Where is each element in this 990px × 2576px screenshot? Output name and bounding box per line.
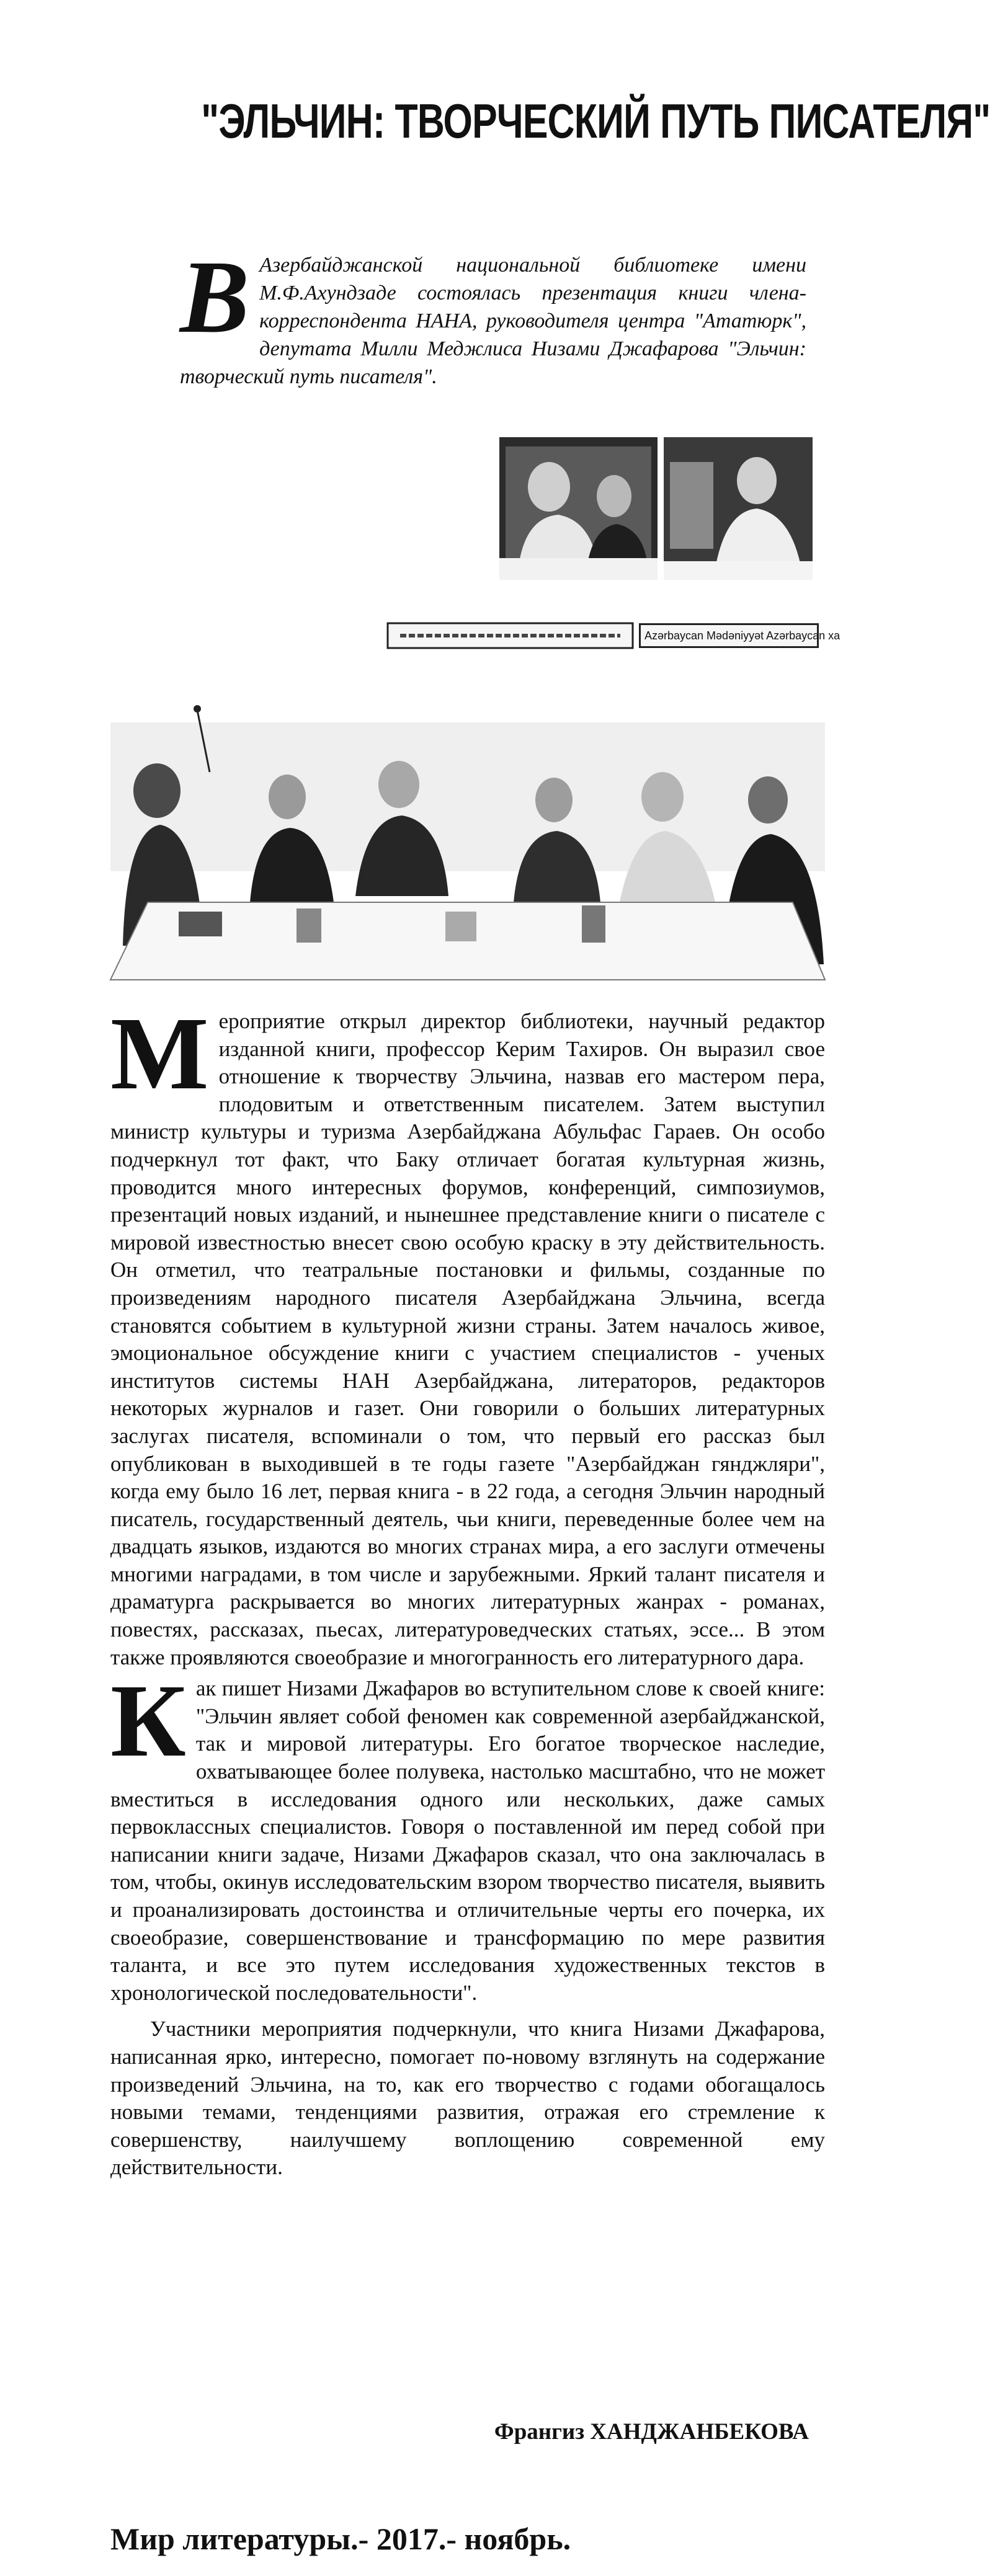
photo-presentation-panel <box>110 698 825 980</box>
paragraph-1 <box>110 996 825 1671</box>
banner-caption: Azərbaycan Mədəniyyət Azərbaycan xa <box>644 629 841 642</box>
para2-drop-cap: К <box>110 1663 186 1779</box>
source-citation: Мир литературы.- 2017.- ноябрь. <box>110 2521 571 2556</box>
article-author: Франгиз ХАНДЖАНБЕКОВА <box>494 2419 809 2445</box>
paragraph-2 <box>110 1663 825 2007</box>
photo-speakers <box>499 437 658 580</box>
banner-strip-right <box>639 623 841 648</box>
article-lead <box>180 239 806 391</box>
lead-drop-cap: В <box>180 239 250 355</box>
para2-text: ак пишет Низами Джафаров во вступительном слове к своей книге: "Эльчин являет собой феномен как современной азербайджанской, так и мировой литературы. Его богатое творческое наследие, охватывающее более полувека, настолько масштабно, что не может вместиться в исследования одного или нескольких, даже самых первоклассных специалистов. Говоря о поставленной им перед собой при написании книги задаче, Низами Джафаров сказал, что она заключалась в том, чтобы, окинув исследовательским взором творчество писателя, выявить и проанализировать достоинства и отличительные черты его почерка, их своеобразие, совершенствование и трансформацию по мере развития таланта, и все это путем исследования художественных текстов в хронологической последовательности". <box>110 1676 825 2005</box>
lead-text: Азербайджанской национальной библиотеке имени М.Ф.Ахундзаде состоялась презентация книги члена-корреспондента НАНА, руководителя центра "Ататюрк", депутата Милли Меджлиса Низами Джафарова "Эльчин: творческий путь писателя". <box>180 254 806 388</box>
para1-text: ероприятие открыл директор библиотеки, научный редактор изданной книги, профессор Керим Тахиров. Он выразил свое отношение к творчеству Эльчина, назвав его мастером пера, плодовитым и ответственным писателем. Затем выступил министр культуры и туризма Азербайджана Абульфас Гараев. Он особо подчеркнул тот факт, что Баку отличает богатая культурная жизнь, проводится много интересных форумов, конференций, симпозиумов, презентаций новых изданий, и нынешнее представление книги о писателе с мировой известностью внесет свою особую краску в эту действительность. Он отметил, что театральные постановки и фильмы, созданные по произведениям народного писателя Азербайджана Эльчина, всегда становятся событием в культурной жизни страны. Затем началось живое, эмоциональное обсуждение книги с участием специалистов - ученых институтов системы НАН Азербайджана, литераторов, редакторов некоторых журналов и газет. Они говорили о больших литературных заслугах писателя, вспоминали о том, что первый его рассказ был опубликован в выходившей в те годы газете "Азербайджан гянджляри", когда ему было 16 лет, первая книга - в 22 года, а сегодня Эльчин народный писатель, государственный деятель, чьи книги, переведенные более чем на двадцать языков, издаются во многих странах мира, а его заслуги отмечены многими наградами, в том числе и зарубежными. Яркий талант писателя и драматурга раскрывается во многих литературных жанрах - романах, повестях, рассказах, пьесах, литературоведческих статьях, эссе... В этом также проявляются своеобразие и многогранность его литературного дара. <box>110 1009 825 1669</box>
article-title: "ЭЛЬЧИН: ТВОРЧЕСКИЙ ПУТЬ ПИСАТЕЛЯ" <box>201 94 990 148</box>
para1-drop-cap: М <box>110 996 209 1111</box>
banner-strip-left <box>388 623 633 648</box>
paragraph-3: Участники мероприятия подчеркнули, что книга Низами Джафарова, написанная ярко, интересно, помогает по-новому взглянуть на содержание произведений Эльчина, на то, как его творчество с годами обогащалось новыми темами, тенденциями развития, отражая его стремление к совершенству, наилучшему воплощению современной ему действительности. <box>110 2017 825 2180</box>
photo-podium <box>664 437 813 580</box>
article-body <box>110 996 825 2182</box>
